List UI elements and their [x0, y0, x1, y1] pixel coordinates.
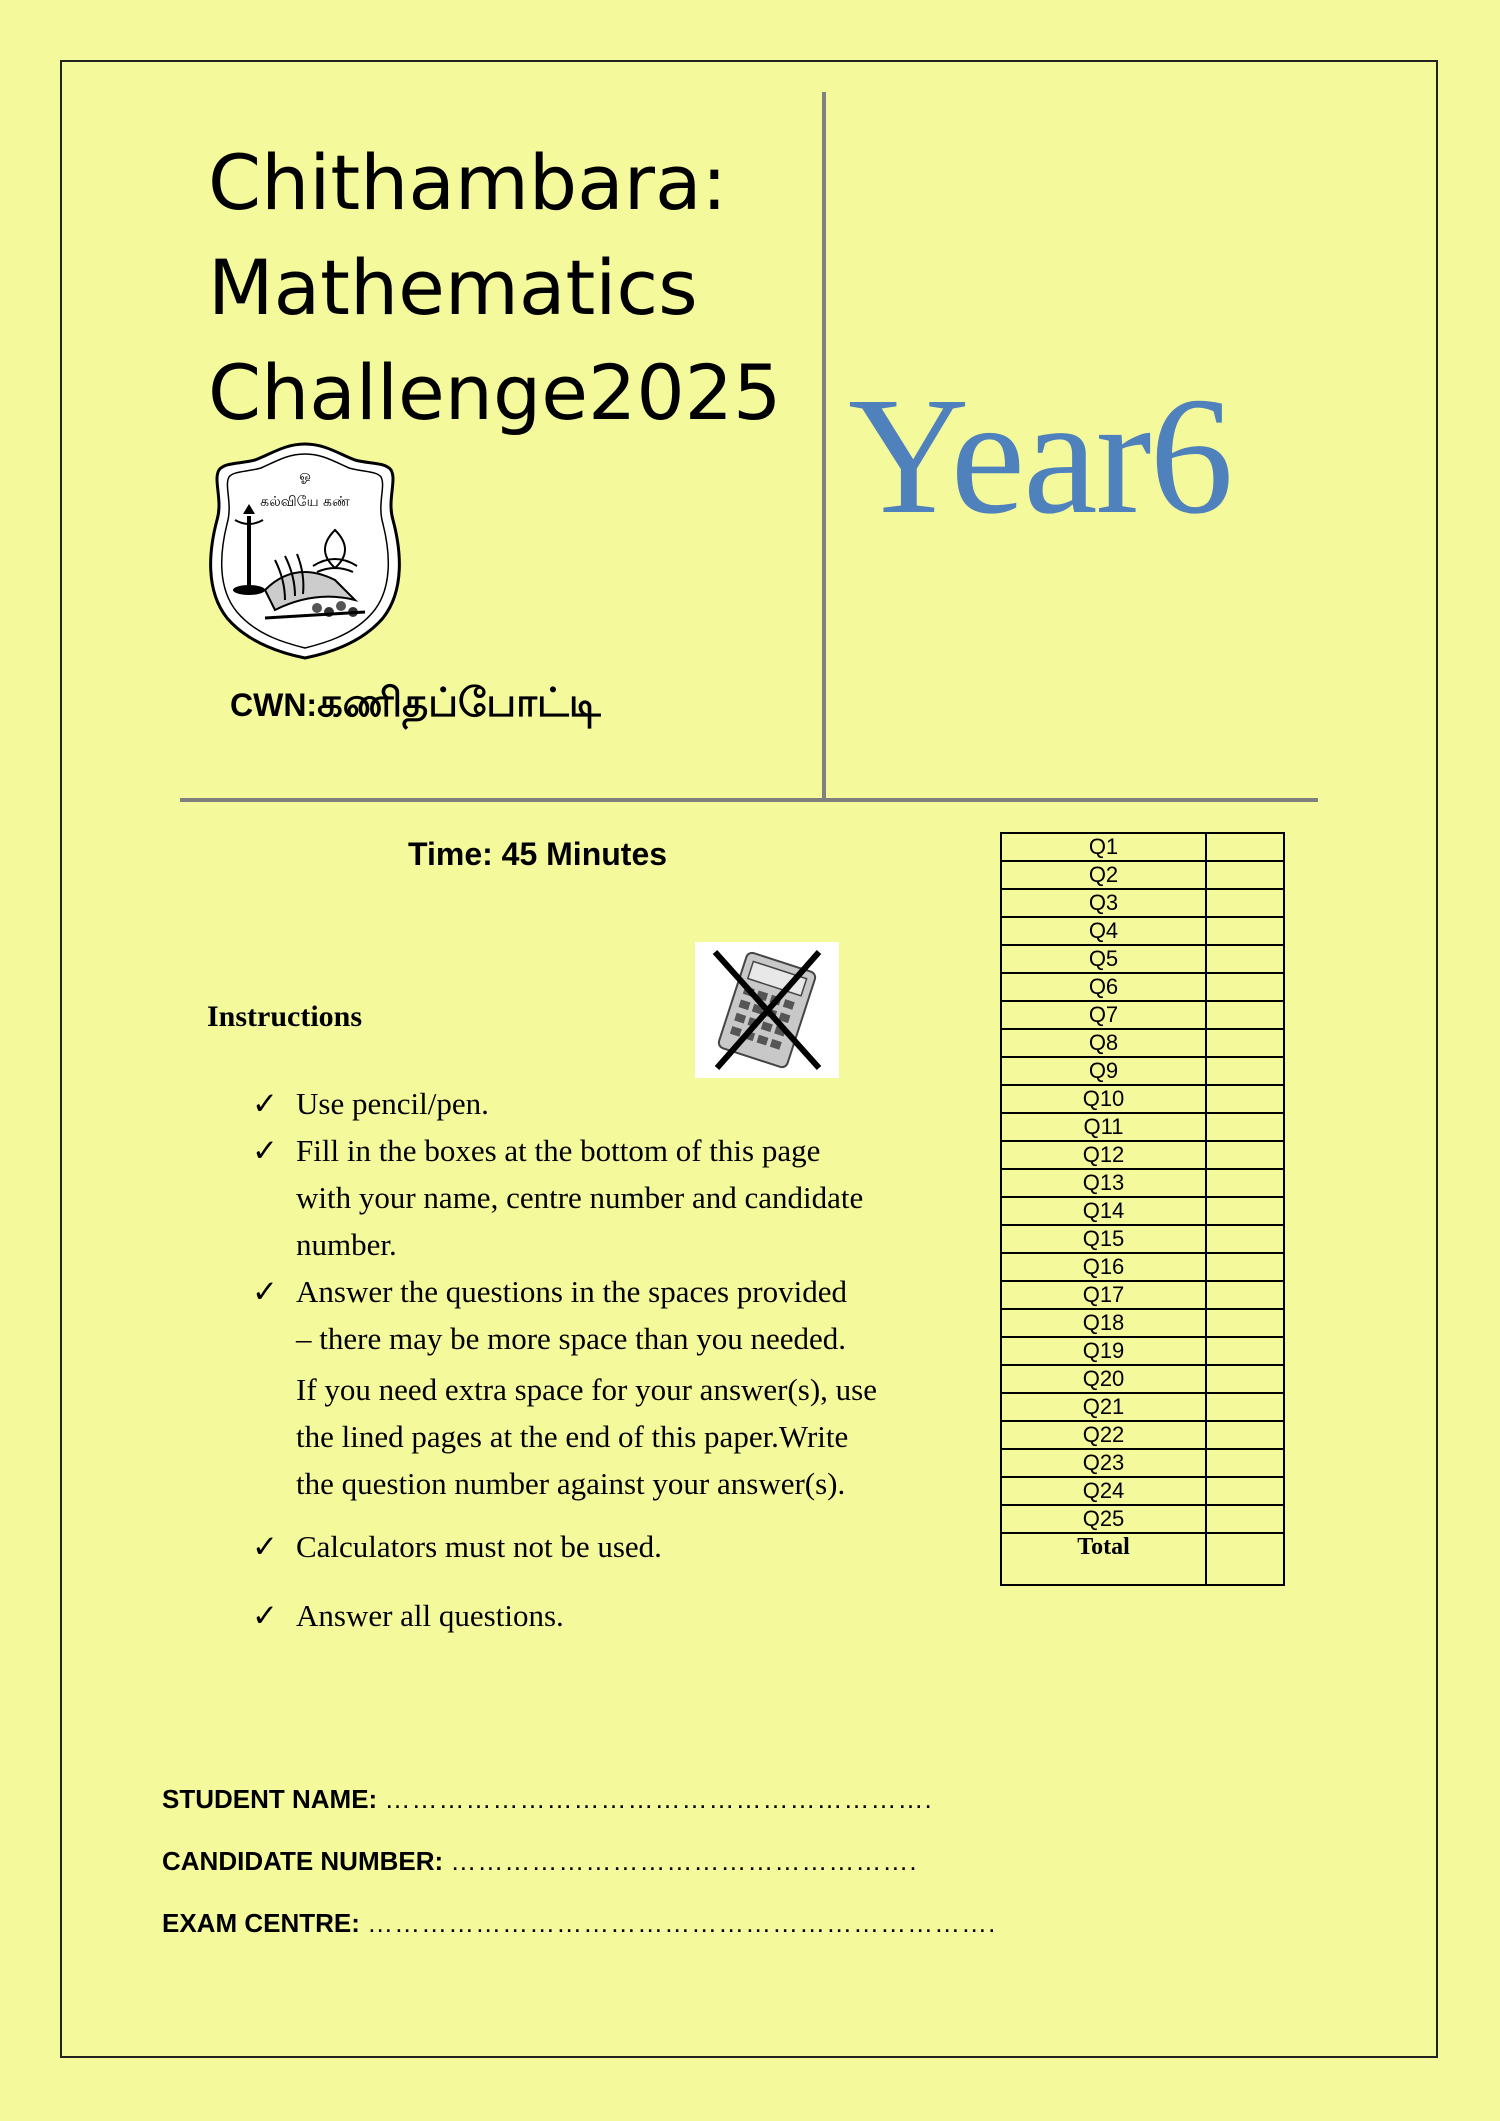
question-label: Q23 — [1001, 1449, 1206, 1477]
score-box[interactable] — [1206, 889, 1284, 917]
score-row — [1001, 1309, 1284, 1337]
instruction-line: Answer the questions in the spaces provided — [296, 1274, 847, 1309]
score-row — [1001, 1225, 1284, 1253]
question-label: Q18 — [1001, 1309, 1206, 1337]
question-label: Q7 — [1001, 1001, 1206, 1029]
instructions-heading: Instructions — [207, 1000, 363, 1033]
score-box[interactable] — [1206, 1449, 1284, 1477]
instruction-item — [252, 1127, 972, 1268]
exam-centre-field — [162, 1908, 996, 1939]
score-box[interactable] — [1206, 1477, 1284, 1505]
question-label: Q3 — [1001, 889, 1206, 917]
score-box[interactable] — [1206, 1393, 1284, 1421]
cwn-prefix: CWN: — [230, 687, 318, 723]
check-icon: ✓ — [252, 1598, 278, 1633]
cwn-tamil: கணிதப்போட்டி — [317, 680, 601, 726]
score-row — [1001, 1113, 1284, 1141]
score-box[interactable] — [1206, 1421, 1284, 1449]
instruction-item — [252, 1523, 972, 1570]
score-row — [1001, 833, 1284, 861]
question-label: Q24 — [1001, 1477, 1206, 1505]
score-row — [1001, 1169, 1284, 1197]
score-row — [1001, 1141, 1284, 1169]
question-label: Q20 — [1001, 1365, 1206, 1393]
question-label: Q5 — [1001, 945, 1206, 973]
score-box[interactable] — [1206, 1225, 1284, 1253]
candidate-number-input[interactable]: ……………………………………………. — [450, 1846, 918, 1876]
question-label: Q22 — [1001, 1421, 1206, 1449]
question-label: Q21 — [1001, 1393, 1206, 1421]
score-row — [1001, 861, 1284, 889]
score-box[interactable] — [1206, 1169, 1284, 1197]
instruction-line: the lined pages at the end of this paper.Write — [296, 1419, 849, 1454]
question-label: Q13 — [1001, 1169, 1206, 1197]
question-label: Q19 — [1001, 1337, 1206, 1365]
score-row — [1001, 1477, 1284, 1505]
instruction-line: Calculators must not be used. — [296, 1529, 662, 1564]
cwn-label — [230, 680, 601, 731]
score-row — [1001, 1197, 1284, 1225]
instruction-line: If you need extra space for your answer(s), use — [296, 1372, 878, 1407]
svg-text:ஓ: ஓ — [299, 468, 311, 484]
check-icon: ✓ — [252, 1133, 278, 1168]
score-box[interactable] — [1206, 1113, 1284, 1141]
question-label: Q16 — [1001, 1253, 1206, 1281]
score-box[interactable] — [1206, 1085, 1284, 1113]
question-label: Q4 — [1001, 917, 1206, 945]
instructions-list — [252, 1080, 972, 1639]
check-icon: ✓ — [252, 1086, 278, 1121]
score-box[interactable] — [1206, 1253, 1284, 1281]
question-label: Q25 — [1001, 1505, 1206, 1533]
score-row — [1001, 1365, 1284, 1393]
question-label: Q8 — [1001, 1029, 1206, 1057]
score-box[interactable] — [1206, 1057, 1284, 1085]
score-row — [1001, 1029, 1284, 1057]
question-label: Q9 — [1001, 1057, 1206, 1085]
candidate-number-field — [162, 1846, 918, 1877]
score-box[interactable] — [1206, 945, 1284, 973]
score-row — [1001, 1421, 1284, 1449]
total-label: Total — [1001, 1533, 1206, 1585]
total-score-box[interactable] — [1206, 1533, 1284, 1585]
total-row — [1001, 1533, 1284, 1585]
question-label: Q10 — [1001, 1085, 1206, 1113]
score-box[interactable] — [1206, 1001, 1284, 1029]
student-name-field — [162, 1784, 933, 1815]
exam-centre-input[interactable]: ……………………………………………………………. — [367, 1908, 997, 1938]
check-icon: ✓ — [252, 1529, 278, 1564]
score-box[interactable] — [1206, 1505, 1284, 1533]
score-row — [1001, 889, 1284, 917]
instruction-line: Fill in the boxes at the bottom of this page — [296, 1133, 821, 1168]
score-box[interactable] — [1206, 1309, 1284, 1337]
score-box[interactable] — [1206, 1365, 1284, 1393]
exam-centre-label: EXAM CENTRE: — [162, 1908, 360, 1938]
score-row — [1001, 1393, 1284, 1421]
score-box[interactable] — [1206, 1337, 1284, 1365]
exam-time: Time: 45 Minutes — [408, 836, 668, 872]
instruction-line: – there may be more space than you needed. — [296, 1321, 847, 1356]
question-label: Q2 — [1001, 861, 1206, 889]
no-calculator-icon — [695, 942, 839, 1078]
student-name-label: STUDENT NAME: — [162, 1784, 378, 1814]
instruction-item — [252, 1080, 972, 1127]
question-label: Q12 — [1001, 1141, 1206, 1169]
score-box[interactable] — [1206, 1029, 1284, 1057]
score-box[interactable] — [1206, 861, 1284, 889]
instruction-line: Use pencil/pen. — [296, 1086, 489, 1121]
score-row — [1001, 1337, 1284, 1365]
score-row — [1001, 1281, 1284, 1309]
instruction-line: number. — [296, 1227, 397, 1262]
question-label: Q11 — [1001, 1113, 1206, 1141]
question-label: Q15 — [1001, 1225, 1206, 1253]
score-table — [1000, 832, 1285, 1586]
crest-motto: கல்வியே கண் — [260, 494, 350, 510]
score-box[interactable] — [1206, 1197, 1284, 1225]
school-crest-icon — [205, 440, 405, 662]
score-row — [1001, 1253, 1284, 1281]
score-box[interactable] — [1206, 1281, 1284, 1309]
check-icon: ✓ — [252, 1274, 278, 1309]
score-row — [1001, 1505, 1284, 1533]
instruction-item — [252, 1592, 972, 1639]
instruction-line: with your name, centre number and candidate — [296, 1180, 864, 1215]
candidate-number-label: CANDIDATE NUMBER: — [162, 1846, 444, 1876]
score-box[interactable] — [1206, 917, 1284, 945]
score-row — [1001, 917, 1284, 945]
score-row — [1001, 1057, 1284, 1085]
instruction-line: Answer all questions. — [296, 1598, 564, 1633]
score-box[interactable] — [1206, 1141, 1284, 1169]
score-row — [1001, 1001, 1284, 1029]
title-line-3: Challenge2025 — [208, 348, 782, 437]
score-box[interactable] — [1206, 833, 1284, 861]
score-box[interactable] — [1206, 973, 1284, 1001]
vertical-divider — [822, 92, 826, 800]
instruction-line: the question number against your answer(s). — [296, 1466, 846, 1501]
score-row — [1001, 945, 1284, 973]
score-row — [1001, 1449, 1284, 1477]
year-label: Year6 — [848, 363, 1232, 549]
horizontal-divider — [180, 798, 1318, 802]
score-row — [1001, 1085, 1284, 1113]
student-name-input[interactable]: ……………………………………………………. — [384, 1784, 933, 1814]
title-line-1: Chithambara: — [208, 138, 728, 227]
instruction-item — [252, 1268, 972, 1507]
instruction-extra — [296, 1366, 972, 1507]
title-line-2: Mathematics — [208, 243, 698, 332]
score-row — [1001, 973, 1284, 1001]
question-label: Q6 — [1001, 973, 1206, 1001]
question-label: Q17 — [1001, 1281, 1206, 1309]
question-label: Q14 — [1001, 1197, 1206, 1225]
question-label: Q1 — [1001, 833, 1206, 861]
exam-title — [208, 130, 808, 445]
